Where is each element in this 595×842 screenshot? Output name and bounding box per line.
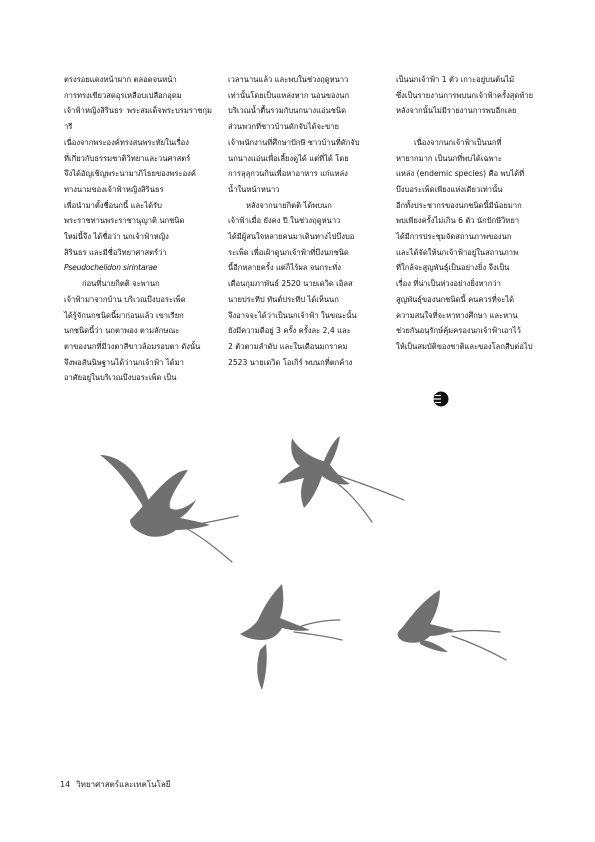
text-line: ทางนามของเจ้าฟ้าหญิงสิรินธร: [64, 184, 164, 194]
text-line: ได้มีผู้สนใจหลายคนมาเดินทางไปบึงบอ: [228, 232, 355, 242]
text-line: สิรินธร และมีชื่อวิทยาศาสตร์ว่า: [64, 247, 167, 257]
text-line: และได้จัดให้นกเจ้าฟ้าอยู่ในสถานภาพ: [396, 247, 519, 257]
text-line: 2 ตัวตามลำดับ และในเดือนมกราคม: [228, 341, 348, 351]
text-line: ความสนใจที่จะหาทางศึกษา และหาน: [396, 310, 518, 320]
text-line: เท่านั้นโดยเป็นแหล่งหาก นอนของนก: [228, 90, 350, 100]
text-line: เพื่อนำมาตั้งชื่อนกนี้ และได้รับ: [64, 200, 162, 210]
text-line: จึงอาจจะได้ว่าเป็นนกเจ้าฟ้า ในขณะนั้น: [228, 310, 357, 320]
swallow-1-silhouette: [100, 455, 238, 562]
text-line: ยังมีความดีอยู่ 3 ครั้ง ครั้งละ 2,4 และ: [228, 326, 351, 336]
text-line: ที่เกี่ยวกับธรรมชาติวิทยาและวนศาสตร์: [64, 153, 191, 163]
text-line: หายากมาก เป็นนกที่พบได้เฉพาะ: [396, 153, 502, 163]
text-line: ก่อนที่นายกิตติ จะพานก: [82, 279, 160, 289]
text-line: ให้เป็นสมบัติของชาติและของโลกสืบต่อไป: [396, 341, 533, 351]
text-line: เดือนกุมภาพันธ์ 2520 นายเดวิด เอิลส: [228, 279, 353, 289]
text-line: บริเวณน้ำตื้นรวมกับนกนางแอ่นชนิด: [228, 106, 347, 116]
text-line: นายประทีป ทันต์ประทีป ได้เห็นนก: [228, 294, 339, 304]
text-line: นี้อีกหลายครั้ง แต่ก็ไร้ผล จนกระทั่ง: [228, 263, 341, 273]
text-line: ระเพ็ด เพื่อเฝ้าดูนกเจ้าฟ้าที่บึงนกชนิด: [228, 247, 349, 257]
page-number: 14: [60, 780, 71, 789]
text-line: ใหม่นี้จึง ได้ชื่อว่า นกเจ้าฟ้าหญิง: [64, 232, 169, 242]
text-line: เวลานานแล้ว และพบในช่วงฤดูหนาว: [228, 75, 349, 84]
text-line: เจ้าพนักงานที่ศึกษาปักษี ชาวบ้านที่ดักจับ: [228, 137, 360, 147]
text-line: แหล่ง (endemic species) คือ พบได้ที่: [396, 169, 525, 179]
text-line: ซึ่งเป็นรายงานการพบนกเจ้าฟ้าครั้งสุดท้าย: [396, 90, 534, 100]
text-line: ตรงรอยแดงหน้าผาก ตลอดจนหน้า: [64, 75, 177, 84]
text-line: เป็นนกเจ้าฟ้า 1 ตัว เกาะอยู่บนต้นไม้: [396, 75, 515, 84]
swallow-3-silhouette: [240, 584, 342, 690]
text-line: เนื่องจากพระองค์ทรงสนพระทัยในเรื่อง: [64, 137, 189, 147]
text-line: สูญพันธุ์ของนกชนิดนี้ คนควรที่จะได้: [396, 294, 515, 304]
text-line: พระราชทานพระราชานุญาติ นกชนิด: [64, 216, 185, 226]
swallow-4-silhouette: [398, 590, 506, 660]
text-line: เจ้าฟ้าเมื่อ ยังคง ปี ในช่วงฤดูหนาว: [228, 216, 341, 226]
scientific-name: Pseudochelidon sirintarae: [64, 263, 158, 273]
text-line: เจ้าฟ้ามาจากบ้าน บริเวณบึงบอระเพ็ด: [64, 294, 186, 304]
text-line: บึงบอระเพ็ดเพียงแห่งเดียวเท่านั้น: [396, 184, 503, 194]
text-line: จึงพอสันนิษฐานได้ว่านกเจ้าฟ้า ได้มา: [64, 357, 184, 367]
text-line: ตาของนกที่มีวงตาสีขาวล้อมรอบตา ดังนั้น: [64, 341, 201, 351]
text-line: เจ้าฟ้าหญิงสิรินธร พระสมเด็จพระบรมราชกุมารี: [64, 106, 212, 132]
text-line: นกชนิดนี้ว่า นกตาพอง ตามลักษณะ: [64, 326, 180, 336]
publication-title: วิทยาศาสตร์และเทคโนโลยี: [76, 780, 171, 789]
text-line: นกนางแอ่นเพื่อเลี้ยงดูได้ แต่ที่ได้ โดย: [228, 153, 349, 163]
text-line: 2523 นายเดวิด โอเกิร์ พบนกที่ตกค้าง: [228, 357, 353, 367]
text-line: จึงได้อัญเชิญพระนามาภิไธยของพระองค์: [64, 169, 196, 179]
text-line: เนื่องจากนกเจ้าฟ้าเป็นนกที่: [414, 137, 502, 147]
text-line: อาศัยอยู่ในบริเวณบึงบอระเพ็ด เป็น: [64, 373, 177, 383]
text-line: ที่ใกล้จะสูญพันธุ์เป็นอย่างยิ่ง จึงเป็น: [396, 263, 510, 273]
text-line: พบเพียงครั้งไม่เกิน 6 ตัว นักปักษีวิทยา: [396, 216, 520, 226]
text-line: ส่วนพวกที่ชาวบ้านดักจับได้จะขาย: [228, 122, 339, 132]
text-line: ได้รู้จักนกชนิดนี้มาก่อนแล้ว เขาเรียก: [64, 310, 184, 320]
text-line: ได้มีการประชุมจัดสถานภาพของนก: [396, 232, 512, 242]
text-line: หลังจากนายกิตติ ได้พบนก: [246, 200, 332, 210]
text-line: ช่วยกันอนุรักษ์คุ้มครองนกเจ้าฟ้าเอาไว้: [396, 326, 521, 336]
text-line: การลุลุกวนกินเพื่อหาอาหาร แก่แหล่ง: [228, 169, 348, 179]
text-line: หลังจากนั้นไม่มีรายงานการพบอีกเลย: [396, 106, 517, 116]
text-line: อีกทั้งประชากรของนกชนิดนี้มีน้อยมาก: [396, 200, 522, 210]
page-footer: [60, 778, 170, 791]
text-line: การทรงเขียวสดอุรเหลือบเปลือกอุดม: [64, 90, 182, 100]
text-line: เรื่อง ที่น่าเป็นห่วงอย่างยิ่งหากว่า: [396, 279, 501, 289]
text-line: น้ำในหน้าหนาว: [228, 184, 280, 194]
swallow-2-silhouette: [278, 436, 404, 522]
